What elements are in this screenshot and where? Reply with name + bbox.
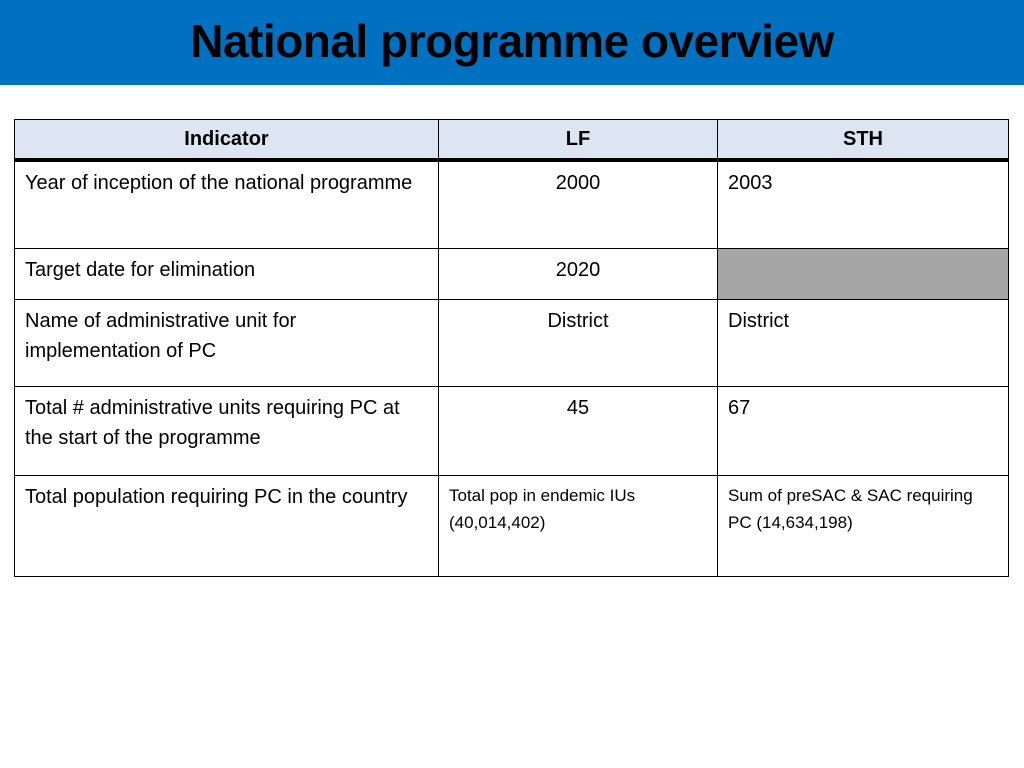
table-row (15, 160, 1009, 249)
table-row (15, 300, 1009, 387)
table-row (15, 387, 1009, 476)
title-bar (0, 0, 1024, 85)
sth-cell: 2003 (718, 160, 1009, 249)
slide-title: National programme overview (190, 14, 834, 67)
sth-cell: 67 (718, 387, 1009, 476)
header-sth: STH (718, 120, 1009, 161)
table-header-row (15, 120, 1009, 161)
indicator-cell: Name of administrative unit for implementation of PC (15, 300, 439, 387)
sth-cell: District (718, 300, 1009, 387)
lf-cell: Total pop in endemic IUs (40,014,402) (439, 476, 718, 577)
indicator-cell: Total # administrative units requiring PC at the start of the programme (15, 387, 439, 476)
lf-cell: 2000 (439, 160, 718, 249)
programme-overview-table (14, 119, 1009, 577)
sth-cell: Sum of preSAC & SAC requiring PC (14,634,198) (718, 476, 1009, 577)
sth-cell-empty (718, 249, 1009, 300)
indicator-cell: Total population requiring PC in the country (15, 476, 439, 577)
header-indicator: Indicator (15, 120, 439, 161)
table-row (15, 249, 1009, 300)
indicator-cell: Target date for elimination (15, 249, 439, 300)
lf-cell: 2020 (439, 249, 718, 300)
header-lf: LF (439, 120, 718, 161)
indicator-cell: Year of inception of the national programme (15, 160, 439, 249)
lf-cell: District (439, 300, 718, 387)
table-row (15, 476, 1009, 577)
lf-cell: 45 (439, 387, 718, 476)
